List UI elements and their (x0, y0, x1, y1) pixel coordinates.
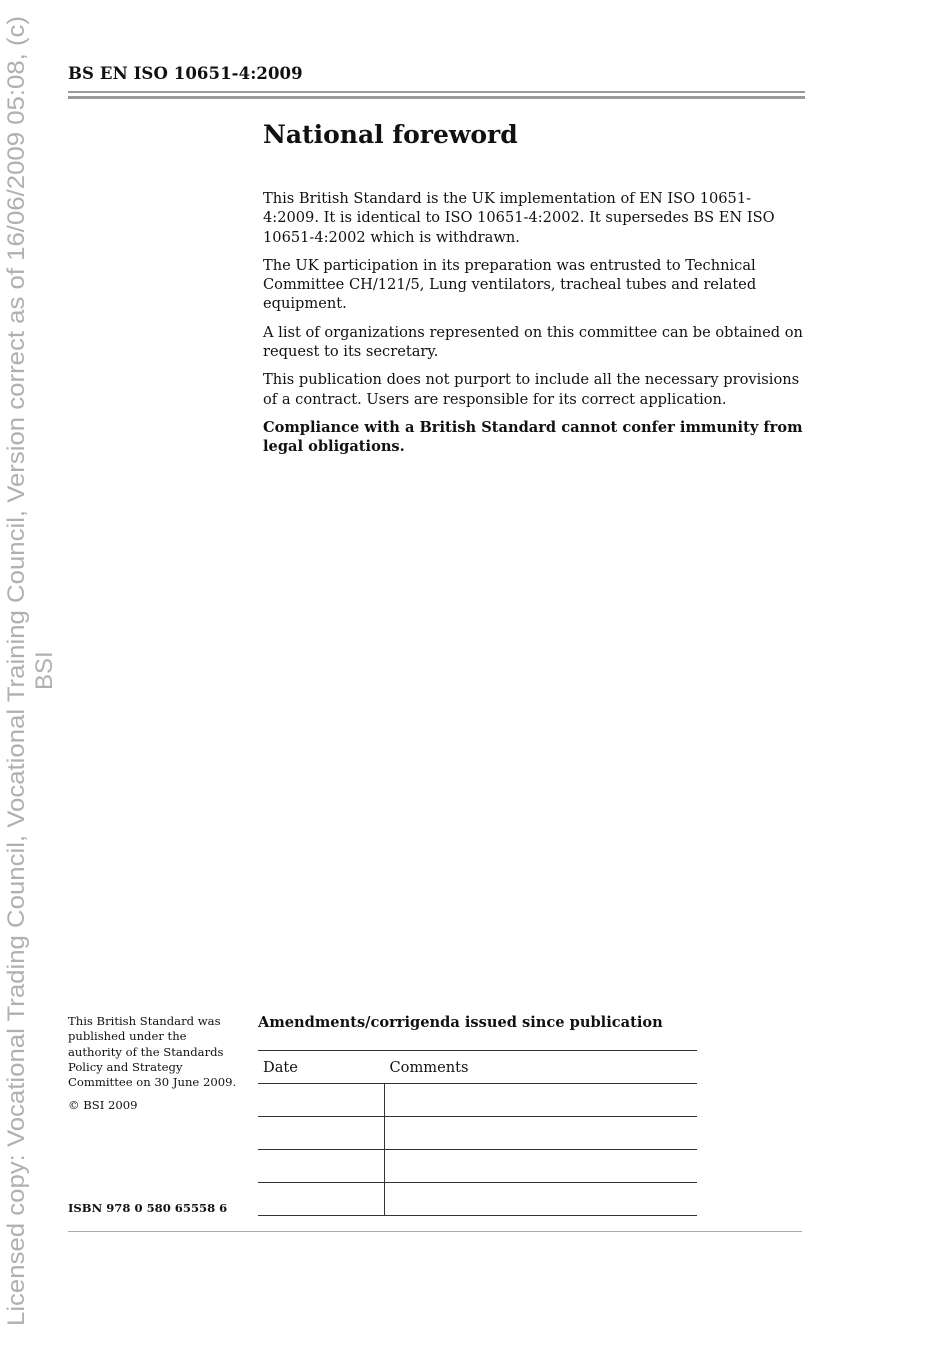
comments-cell (385, 1183, 698, 1216)
publication-note: This British Standard was published under the authority of the Standards Policy and Strategy Committee on 30 June 2009. (68, 1014, 237, 1090)
watermark (0, 0, 60, 1345)
amendments-title: Amendments/corrigenda issued since publication (258, 1014, 663, 1031)
foreword-paragraph-participation: The UK participation in its preparation was entrusted to Technical Committee CH/121/5, Lung ventilators, tracheal tubes and related equipment. (263, 256, 757, 313)
table-row (258, 1084, 697, 1117)
foreword-body (263, 189, 803, 466)
foreword-paragraph-organizations: A list of organizations represented on this committee can be obtained on request to its secretary. (263, 323, 803, 361)
comments-cell (385, 1084, 698, 1117)
table-row (258, 1117, 697, 1150)
watermark-line-1: Licensed copy: Vocational Trading Council, Vocational Training Council, Version correct as of 16/06/2009 05:08, (c) (3, 105, 30, 1326)
comments-cell (385, 1117, 698, 1150)
column-header-date: Date (258, 1051, 385, 1084)
date-cell (258, 1183, 385, 1216)
date-cell (258, 1084, 385, 1117)
table-row (258, 1183, 697, 1216)
header-double-rule (68, 91, 805, 99)
footer-rule (68, 1231, 802, 1232)
date-cell (258, 1117, 385, 1150)
page-title: National foreword (263, 120, 518, 149)
isbn: ISBN 978 0 580 65558 6 (68, 1201, 228, 1215)
foreword-paragraph-provisions: This publication does not purport to include all the necessary provisions of a contract. Users are responsible for its correct application. (263, 371, 800, 408)
publication-sidebar (68, 1014, 238, 1122)
comments-cell (385, 1150, 698, 1183)
compliance-statement: Compliance with a British Standard cannot confer immunity from legal obligations. (263, 418, 803, 456)
date-cell (258, 1150, 385, 1183)
column-header-comments: Comments (385, 1051, 698, 1084)
amendments-table (258, 1050, 697, 1216)
document-identifier: BS EN ISO 10651-4:2009 (68, 64, 303, 83)
amendments-header-row (258, 1051, 697, 1084)
table-row (258, 1150, 697, 1183)
watermark-line-2: BSI (31, 651, 58, 690)
foreword-paragraph-implementation: This British Standard is the UK implementation of EN ISO 10651-4:2009. It is identical to ISO 10651-4:2002. It supersedes BS EN ISO 10651-4:2002 which is withdrawn. (263, 190, 775, 246)
copyright-notice: © BSI 2009 (68, 1098, 138, 1113)
